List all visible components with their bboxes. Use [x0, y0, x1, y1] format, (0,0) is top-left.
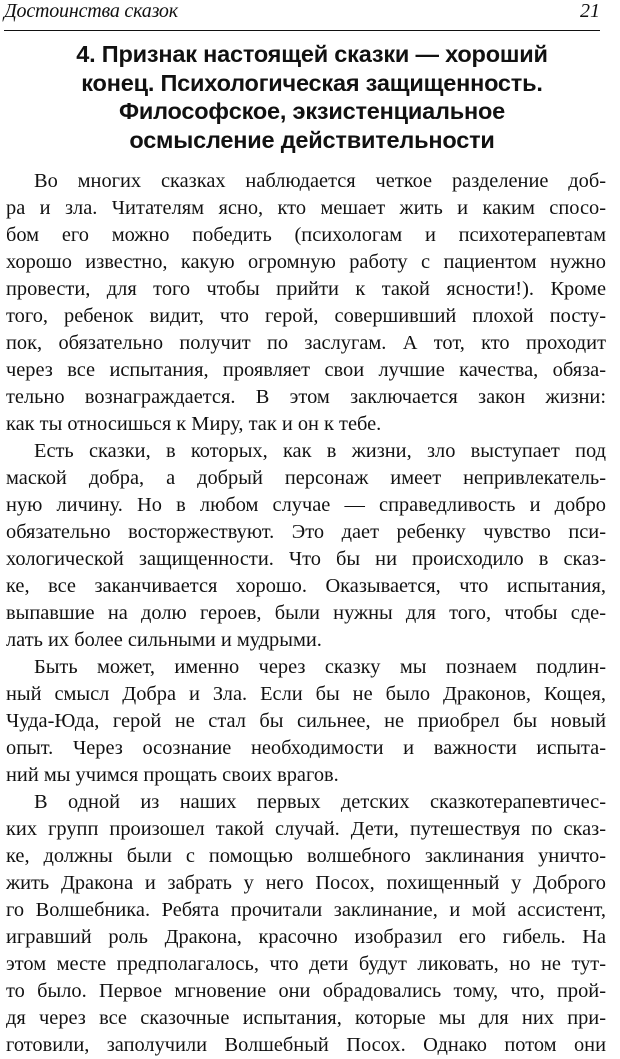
- text-line: того, ребенок видит, что герой, совершивший плохой посту-: [6, 305, 606, 327]
- text-line: бом его можно победить (психологам и психотерапевтам: [6, 224, 606, 246]
- section-heading: [20, 40, 604, 154]
- text-line: как ты относишься к Миру, так и он к тебе.: [6, 413, 382, 435]
- text-line: Быть может, именно через сказку мы познаем подлин-: [34, 656, 606, 678]
- text-line: готовили, заполучили Волшебный Посох. Однако потом они: [6, 1034, 606, 1056]
- page-number: 21: [580, 0, 600, 22]
- text-line: ную личину. Но в любом случае — справедливость и добро: [6, 494, 606, 516]
- section-heading-line: осмысление действительности: [129, 126, 495, 153]
- section-heading-line: 4. Признак настоящей сказки — хороший: [76, 41, 548, 67]
- text-line: пок, обязательно получит по заслугам. А тот, кто проходит: [6, 332, 606, 354]
- text-line: опыт. Через осознание необходимости и важности испыта-: [6, 737, 606, 759]
- text-line: Чуда-Юда, герой не стал бы сильнее, не приобрел бы новый: [6, 710, 606, 732]
- text-line: выпавшие на долю героев, были нужны для того, чтобы сде-: [6, 602, 606, 624]
- text-line: этом месте предполагалось, что дети будут ликовать, но не тут-: [6, 953, 606, 975]
- text-line: ких групп произошел такой случай. Дети, путешествуя по сказ-: [6, 818, 606, 840]
- text-line: провести, для того чтобы прийти к такой ясности!). Кроме: [6, 278, 606, 300]
- text-line: ный смысл Добра и Зла. Если бы не было Драконов, Кощея,: [6, 683, 606, 705]
- text-line: лать их более сильными и мудрыми.: [6, 629, 322, 651]
- running-title: Достоинства сказок: [4, 0, 178, 22]
- text-line: маской добра, а добрый персонаж имеет непривлекатель-: [6, 467, 606, 489]
- text-line: ке, должны были с помощью волшебного заклинания уничто-: [6, 845, 606, 867]
- text-line: дя через все сказочные испытания, которые мы для них при-: [6, 1007, 606, 1029]
- text-line: через все испытания, проявляет свои лучшие качества, обяза-: [6, 359, 606, 381]
- text-line: хорошо известно, какую огромную работу с пациентом нужно: [6, 251, 606, 273]
- text-line: жить Дракона и забрать у него Посох, похищенный у Доброго: [6, 872, 606, 894]
- text-line: тельно вознаграждается. В этом заключается закон жизни:: [6, 386, 606, 408]
- text-line: Есть сказки, в которых, как в жизни, зло выступает под: [34, 440, 606, 462]
- text-line: обязательно восторжествуют. Это дает ребенку чувство пси-: [6, 521, 606, 543]
- body-text: [6, 168, 606, 1059]
- text-line: ке, все заканчивается хорошо. Оказывается, что испытания,: [6, 575, 606, 597]
- running-head: [4, 0, 600, 31]
- text-line: го Волшебника. Ребята прочитали заклинание, и мой ассистент,: [6, 899, 606, 921]
- text-line: ра и зла. Читателям ясно, кто мешает жить и каким спосо-: [6, 197, 606, 219]
- text-line: игравший роль Дракона, красочно изобразил его гибель. На: [6, 926, 606, 948]
- text-line: Во многих сказках наблюдается четкое разделение доб-: [34, 170, 606, 192]
- text-line: ний мы учимся прощать своих врагов.: [6, 764, 339, 786]
- section-heading-line: конец. Психологическая защищенность.: [81, 69, 543, 96]
- section-heading-line: Философское, экзистенциальное: [118, 98, 506, 124]
- text-line: то было. Первое мгновение они обрадовались тому, что, прой-: [6, 980, 606, 1002]
- text-line: хологической защищенности. Что бы ни происходило в сказ-: [6, 548, 606, 570]
- text-line: В одной из наших первых детских сказкотерапевтичес-: [34, 791, 606, 813]
